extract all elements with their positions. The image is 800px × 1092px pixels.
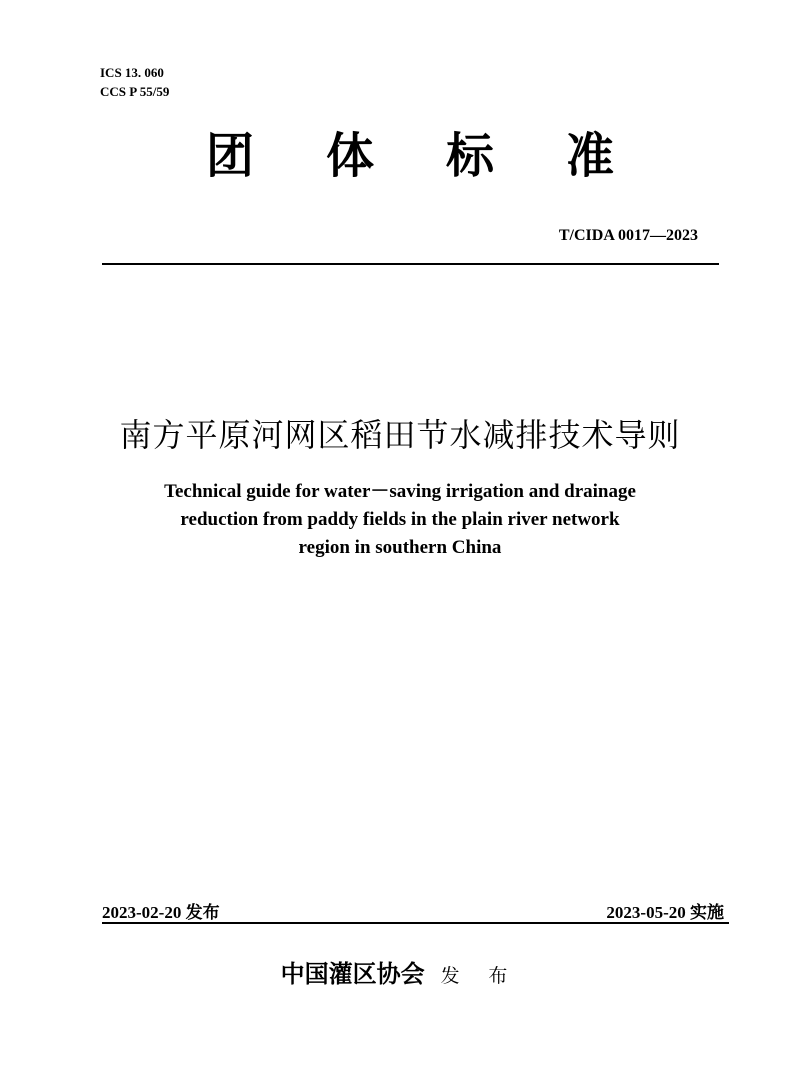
publisher	[0, 954, 800, 989]
english-title-line: region in southern China	[298, 537, 502, 558]
ics-code: ICS 13. 060	[100, 65, 164, 80]
standard-type-char: 体	[326, 128, 375, 184]
publish-date: 2023-02-20 发布	[102, 903, 220, 922]
bottom-divider	[102, 922, 729, 924]
implementation-date: 2023-05-20 实施	[606, 903, 724, 922]
publisher-verb: 发 布	[440, 966, 520, 987]
standard-type-char: 标	[446, 128, 495, 184]
english-title-line: Technical guide for water－saving irrigation and drainage	[164, 481, 636, 502]
publisher-name: 中国灌区协会	[280, 962, 425, 988]
standard-type-heading	[0, 128, 800, 184]
standard-number: T/CIDA 0017—2023	[558, 227, 698, 244]
ccs-code: CCS P 55/59	[100, 84, 170, 99]
english-title	[0, 478, 800, 562]
top-divider	[102, 263, 719, 265]
chinese-title: 南方平原河网区稻田节水减排技术导则	[119, 416, 681, 454]
standard-type-char: 准	[566, 128, 615, 184]
standard-type-char: 团	[206, 128, 255, 184]
english-title-line: reduction from paddy fields in the plain river network	[180, 509, 620, 530]
